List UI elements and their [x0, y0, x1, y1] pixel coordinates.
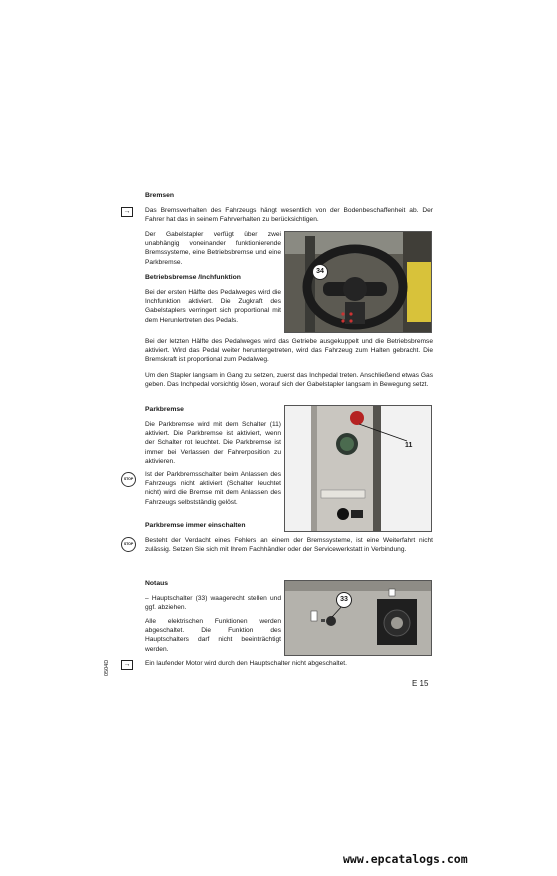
bremsen-note: Das Bremsverhalten des Fahrzeugs hängt wesentlich von der Bodenbeschaffenheit ab. Der Fahrer hat das in seinem Fahrverhalten zu berücksichtigen. [145, 207, 433, 224]
parking-brake-photo [284, 405, 432, 532]
notaus-note: Ein laufender Motor wird durch den Hauptschalter nicht abgeschaltet. [145, 660, 347, 667]
callout-11-leader [285, 406, 431, 531]
heading-parkbremse: Parkbremse [145, 406, 184, 413]
heading-bremsen: Bremsen [145, 192, 175, 199]
callout-34: 34 [312, 264, 328, 280]
bremsen-intro: Der Gabelstapler verfügt über zwei unabhängig voneinander funktionierende Bremssysteme, eine Betriebsbremse und eine Parkbremse. [145, 231, 281, 266]
page-number: E 15 [412, 679, 429, 688]
betrieb-paragraph-2: Bei der letzten Hälfte des Pedalweges wird das Getriebe ausgekuppelt und die Betriebsbremse aktiviert. Wird das Pedal weiter heruntergetreten, wird das Fahrzeug zum Halten gebracht. Die Bremskraft ist proportional zum Pedalweg. [145, 338, 433, 364]
callout-33: 33 [336, 592, 352, 608]
notaus-paragraph: Alle elektrischen Funktionen werden abgeschaltet. Die Funktion des Hauptschalters darf nicht beeinträchtigt werden. [145, 618, 281, 653]
callout-33-leader [285, 581, 431, 655]
heading-notaus: Notaus [145, 580, 169, 587]
heading-parkbremse-immer: Parkbremse immer einschalten [145, 522, 246, 529]
park-paragraph-1: Die Parkbremse wird mit dem Schalter (11) aktiviert. Die Parkbremse ist aktiviert, wenn der Schalter rot leuchtet. Die Parkbremse ist immer bei Verlassen der Fahrerposition zu aktivieren. [145, 421, 281, 465]
main-switch-photo [284, 580, 432, 656]
park-stop-note: Ist der Parkbremsschalter beim Anlassen des Fahrzeugs nicht aktiviert (Schalter leuchtet nicht) wird die Bremse mit dem Anlassen des Fahrzeugs selbstständig gelöst. [145, 471, 281, 506]
betrieb-paragraph-3: Um den Stapler langsam in Gang zu setzen, zuerst das Inchpedal treten. Anschließend etwas Gas geben. Das Inchpedal vorsichtig lösen, worauf sich der Gabelstapler langsam in Bewegung setzt. [145, 372, 433, 389]
watermark-link[interactable]: www.epcatalogs.com [343, 852, 468, 866]
stop-icon: STOP [121, 537, 136, 552]
steering-wheel-image [285, 232, 431, 332]
notaus-item: – Hauptschalter (33) waagerecht stellen und ggf. abziehen. [145, 595, 281, 612]
heading-betriebsbremse: Betriebsbremse /Inchfunktion [145, 274, 241, 281]
arrow-note-icon: → [121, 207, 133, 217]
arrow-note-icon: → [121, 660, 133, 670]
steering-wheel-photo [284, 231, 432, 333]
callout-11: 11 [405, 442, 413, 449]
betrieb-paragraph-1: Bei der ersten Hälfte des Pedalweges wird die Inchfunktion aktiviert. Die Zugkraft des Gabelstaplers verringert sich proportional mit dem Herunlertreten des Pedals. [145, 289, 281, 324]
stop-icon: STOP [121, 472, 136, 487]
side-code: 0504D [104, 659, 110, 676]
park-always-stop-note: Besteht der Verdacht eines Fehlers an einem der Bremssysteme, ist eine Weiterfahrt nicht zulässig. Setzen Sie sich mit Ihrem Fachhändler oder der Servicewerkstatt in Verbindung. [145, 537, 433, 554]
